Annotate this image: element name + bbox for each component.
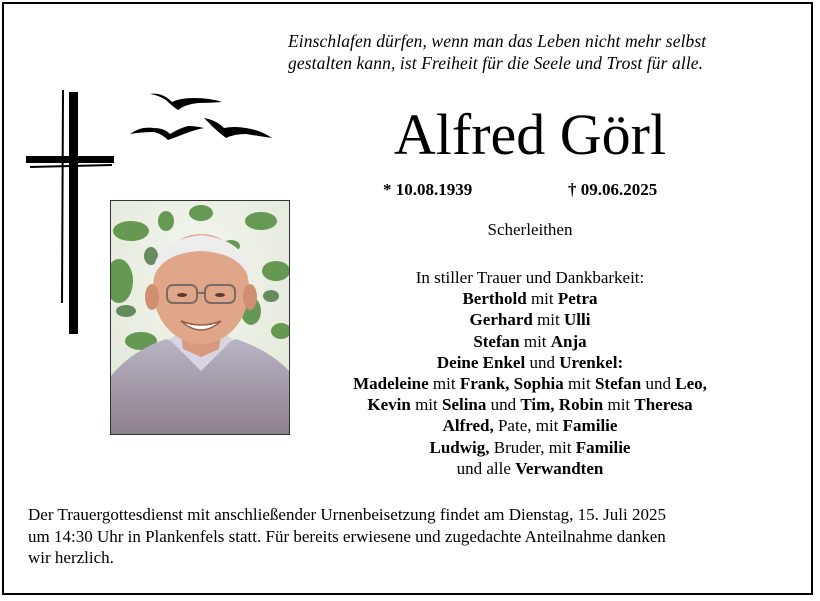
connector: Bruder, mit — [489, 437, 576, 457]
service-line-2: um 14:30 Uhr in Plankenfels statt. Für bereits erwiesene und zugedachte Anteilnahme danken — [28, 526, 666, 546]
connector: und — [641, 374, 676, 394]
mourner-line — [290, 458, 770, 479]
connector: mit — [519, 331, 551, 351]
mourner-name: Kevin — [367, 395, 411, 415]
mourner-name: Deine Enkel — [436, 352, 526, 372]
connector: mit — [526, 289, 558, 309]
mourner-name: Berthold — [462, 289, 527, 309]
connector: mit — [532, 310, 564, 330]
connector: und alle — [456, 458, 516, 478]
connector: mit — [428, 374, 460, 394]
mourner-name: Alfred, — [442, 416, 494, 436]
portrait-image — [111, 201, 290, 435]
residence-place: Scherleithen — [487, 220, 573, 239]
mourner-line — [290, 437, 770, 458]
connector: Pate, mit — [493, 416, 563, 436]
mourner-name: Leo, — [675, 374, 707, 394]
mourner-line — [290, 288, 770, 309]
mourner-name: Madeleine — [353, 374, 429, 394]
mourner-name: Petra — [557, 289, 598, 309]
mourner-name: Familie — [575, 437, 631, 457]
mourner-line — [290, 394, 770, 415]
mourner-line — [290, 309, 770, 330]
mourner-line — [290, 415, 770, 436]
mourner-name: Ludwig, — [429, 437, 490, 457]
connector: mit — [603, 395, 635, 415]
deceased-name: Alfred Görl — [393, 102, 667, 167]
mourner-name: Frank, Sophia — [459, 374, 564, 394]
quote-line-1: Einschlafen dürfen, wenn man das Leben nicht mehr selbst — [288, 31, 707, 51]
birds-icon — [128, 88, 278, 148]
mourner-line — [290, 352, 770, 373]
death-date: † 09.06.2025 — [568, 180, 658, 199]
mourner-name: Ulli — [564, 310, 591, 330]
mourner-line — [290, 373, 770, 394]
connector: mit — [563, 374, 595, 394]
service-announcement — [28, 504, 798, 569]
connector: und — [486, 395, 521, 415]
mourners-list — [290, 267, 770, 479]
cross-icon — [22, 88, 118, 338]
mourner-name: Stefan — [594, 374, 642, 394]
quote — [288, 30, 788, 74]
mourner-name: Tim, Robin — [520, 395, 604, 415]
connector: mit — [410, 395, 442, 415]
mourner-name: Verwandten — [515, 458, 604, 478]
birth-date: * 10.08.1939 — [383, 180, 473, 199]
mourner-name: Familie — [562, 416, 618, 436]
mourner-name: Gerhard — [469, 310, 533, 330]
mourner-name: Selina — [441, 395, 487, 415]
portrait-photo — [110, 200, 290, 435]
mourners-intro: In stiller Trauer und Dankbarkeit: — [415, 268, 645, 287]
mourner-name: Theresa — [634, 395, 693, 415]
connector: und — [525, 352, 560, 372]
mourner-name: Urenkel: — [559, 352, 624, 372]
mourner-line — [290, 331, 770, 352]
mourner-name: Stefan — [473, 331, 520, 351]
service-line-1: Der Trauergottesdienst mit anschließender Urnenbeisetzung findet am Dienstag, 15. Juli 2025 — [28, 505, 666, 524]
mourner-name: Anja — [550, 331, 587, 351]
quote-line-2: gestalten kann, ist Freiheit für die Seele und Trost für alle. — [288, 53, 704, 73]
service-line-3: wir herzlich. — [28, 548, 114, 567]
